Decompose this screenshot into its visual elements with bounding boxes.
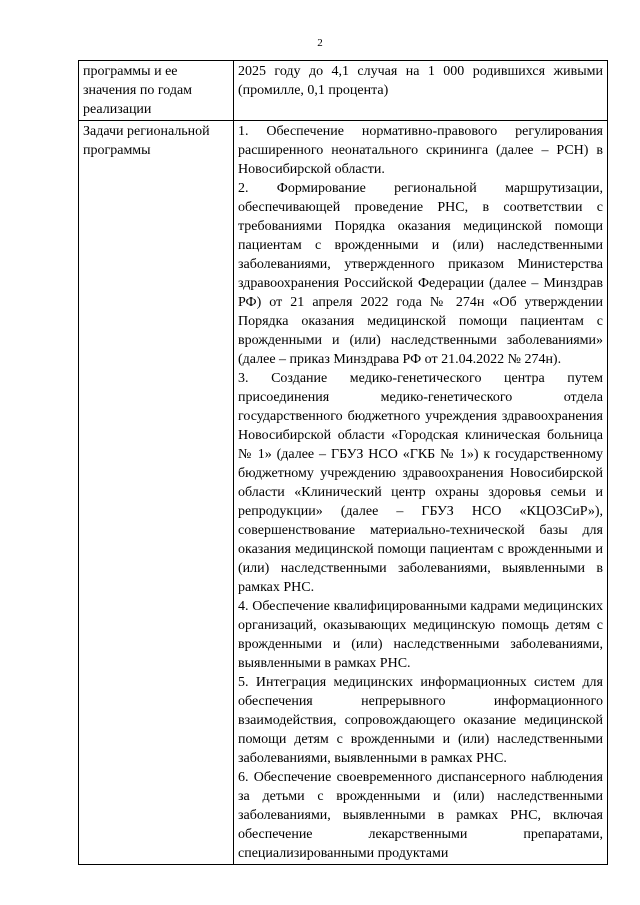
row-label: Задачи региональной программы <box>79 121 234 865</box>
task-item: 1. Обеспечение нормативно-правового регулирования расширенного неонатального скрининга (далее – РСН) в Новосибирской области. <box>238 124 603 177</box>
table-row <box>79 61 608 121</box>
table-row <box>79 121 608 865</box>
task-item: 3. Создание медико-генетического центра путем присоединения медико-генетического отдела государственного бюджетного учреждения здравоохранения Новосибирской области «Городская клиническая больница № 1» (далее – ГБУЗ НСО «ГКБ № 1») к государственному бюджетному учреждению здравоохранения Новосибирской области «Клинический центр охраны здоровья семьи и репродукции» (далее – ГБУЗ НСО «КЦОЗСиР»), совершенствование материально-технической базы для оказания медицинской помощи пациентам с врожденными и (или) наследственными заболеваниями, выявленными в рамках РНС. <box>238 371 603 595</box>
tasks-cell <box>234 121 608 865</box>
program-passport-table <box>78 60 608 865</box>
row-content: 2025 году до 4,1 случая на 1 000 родившихся живыми (промилле, 0,1 процента) <box>234 61 608 121</box>
task-item: 4. Обеспечение квалифицированными кадрами медицинских организаций, оказывающих медицинскую помощь детям с врожденными и (или) наследственными заболеваниями, выявленными в рамках РНС. <box>238 599 603 671</box>
page-number: 2 <box>317 37 323 49</box>
task-item: 6. Обеспечение своевременного диспансерного наблюдения за детьми с врожденными и (или) наследственными заболеваниями, выявленными в рамках РНС, включая обеспечение лекарственными препаратами, специализированными продуктами <box>238 770 603 861</box>
row-label: программы и ее значения по годам реализации <box>79 61 234 121</box>
task-item: 5. Интеграция медицинских информационных систем для обеспечения непрерывного информационного взаимодействия, сопровождающего оказание медицинской помощи детям с врожденными и (или) наследственными заболеваниями, выявленными в рамках РНС. <box>238 675 603 766</box>
task-item: 2. Формирование региональной маршрутизации, обеспечивающей проведение РНС, в соответствии с требованиями Порядка оказания медицинской помощи пациентам с врожденными и (или) наследственными заболеваниями, утвержденного приказом Министерства здравоохранения Российской Федерации (далее – Минздрав РФ) от 21 апреля 2022 года № 274н «Об утверждении Порядка оказания медицинской помощи пациентам с врожденными и (или) наследственными заболеваниями» (далее – приказ Минздрава РФ от 21.04.2022 № 274н). <box>238 181 603 367</box>
